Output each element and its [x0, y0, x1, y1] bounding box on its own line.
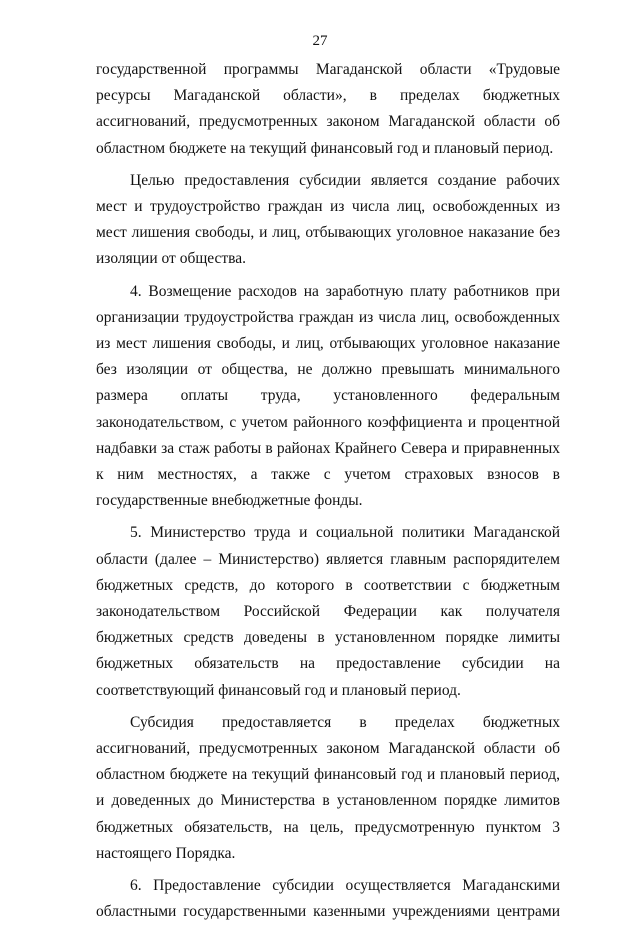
paragraph-continuation: государственной программы Магаданской области «Трудовые ресурсы Магаданской области», в пределах бюджетных ассигнований, предусмотренных законом Магаданской области об областном бюджете на текущий финансовый год и плановый период.	[96, 61, 560, 157]
document-body	[96, 57, 560, 926]
paragraph-item-4: 4. Возмещение расходов на заработную плату работников при организации трудоустройства граждан из числа лиц, освобожденных из мест лишения свободы, и лиц, отбывающих уголовное наказание без изоляции от общества, не должно превышать минимального размера оплаты труда, установленного федеральным законодательством, с учетом районного коэффициента и процентной надбавки за стаж работы в районах Крайнего Севера и приравненных к ним местностях, а также с учетом страховых взносов в государственные внебюджетные фонды.	[96, 282, 560, 510]
paragraph-subsidy-limits: Субсидия предоставляется в пределах бюджетных ассигнований, предусмотренных законом Магаданской области об областном бюджете на текущий финансовый год и плановый период, и доведенных до Министерства в установленном порядке лимитов бюджетных обязательств, на цель, предусмотренную пунктом 3 настоящего Порядка.	[96, 713, 560, 862]
page-number: 27	[312, 33, 328, 49]
paragraph-subsidy-purpose: Целью предоставления субсидии является создание рабочих мест и трудоустройство граждан из числа лиц, освобожденных из мест лишения свободы, и лиц, отбывающих уголовное наказание без изоляции от общества.	[96, 171, 560, 268]
paragraph-item-6: 6. Предоставление субсидии осуществляется Магаданскими областными государственными казенными учреждениями центрами	[96, 877, 560, 921]
paragraph-item-5: 5. Министерство труда и социальной политики Магаданской области (далее – Министерство) является главным распорядителем бюджетных средств, до которого в соответствии с бюджетным законодательством Российской Федерации как получателя бюджетных средств доведены в установленном порядке лимиты бюджетных обязательств на предоставление субсидии на соответствующий финансовый год и плановый период.	[96, 524, 560, 699]
